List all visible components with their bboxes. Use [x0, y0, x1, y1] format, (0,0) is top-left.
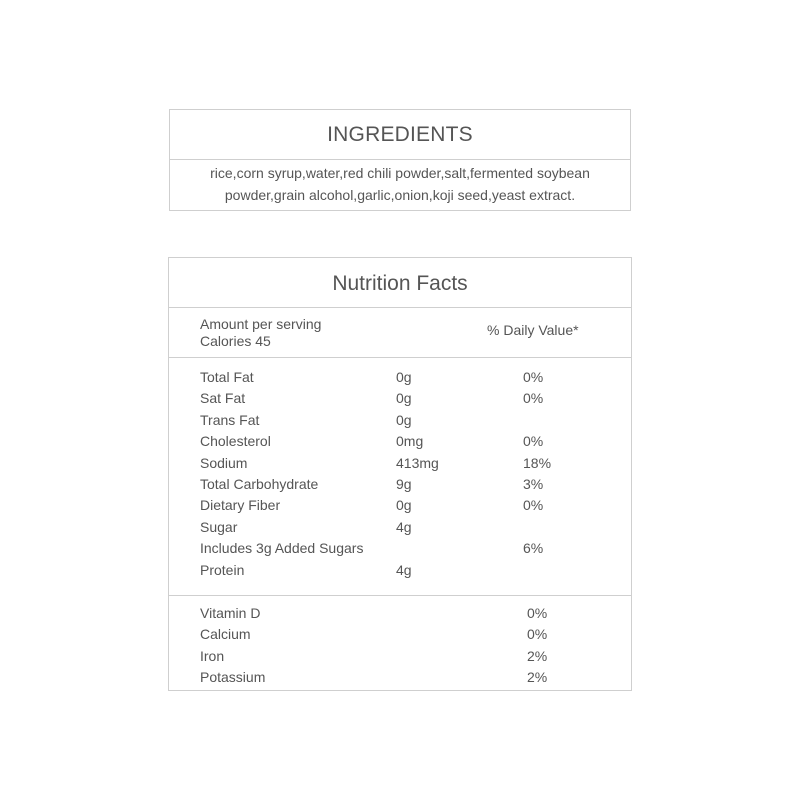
nutrient-amount: 413mg: [396, 454, 439, 471]
nutrient-row: [169, 431, 631, 452]
nutrient-daily-value: 0%: [523, 369, 544, 385]
nutrient-row: [169, 474, 631, 495]
nutrient-row: [169, 388, 631, 409]
ingredients-line: rice,corn syrup,water,red chili powder,salt,fermented soybean: [210, 165, 590, 181]
nutrient-row: [169, 410, 631, 431]
nutrient-daily-value: 0%: [523, 390, 544, 407]
vitamin-name: Vitamin D: [200, 605, 261, 621]
nutrient-amount: 0g: [396, 497, 412, 514]
nutrient-name: Sat Fat: [200, 390, 246, 407]
nutrient-row: [169, 517, 631, 538]
ingredients-line: powder,grain alcohol,garlic,onion,koji seed,yeast extract.: [224, 186, 576, 203]
vitamin-daily-value: 0%: [527, 626, 548, 643]
nutrient-daily-value: 6%: [523, 540, 544, 557]
calories-label: Calories 45: [200, 333, 271, 349]
nutrient-name: Protein: [200, 561, 245, 578]
nutrient-amount: 0mg: [396, 433, 424, 450]
nutrient-row: [169, 367, 631, 388]
nutrient-name: Cholesterol: [200, 433, 271, 450]
nutrient-amount: 4g: [396, 518, 412, 535]
nutrient-daily-value: 3%: [523, 475, 544, 492]
vitamin-daily-value: 0%: [527, 605, 548, 621]
vitamins-list: [169, 596, 631, 690]
ingredients-title: INGREDIENTS: [170, 110, 630, 160]
serving-amount: [200, 316, 321, 350]
nutrient-row: [169, 538, 631, 559]
nutrient-name: Includes 3g Added Sugars: [200, 540, 364, 557]
nutrient-daily-value: 0%: [523, 497, 544, 514]
nutrient-name: Total Fat: [200, 369, 254, 385]
nutrient-daily-value: 18%: [523, 454, 552, 471]
amount-per-serving-label: Amount per serving: [200, 316, 322, 332]
nutrient-amount: 0g: [396, 369, 412, 385]
nutrient-amount: 9g: [396, 475, 412, 492]
ingredients-text: [170, 160, 630, 206]
vitamin-name: Potassium: [200, 669, 266, 686]
nutrient-daily-value: 0%: [523, 433, 544, 450]
nutrient-row: [169, 495, 631, 516]
nutrient-name: Total Carbohydrate: [200, 475, 319, 492]
nutrition-facts-title: Nutrition Facts: [169, 258, 631, 308]
vitamin-name: Iron: [200, 647, 225, 664]
nutrient-name: Sugar: [200, 518, 238, 535]
vitamin-daily-value: 2%: [527, 647, 548, 664]
vitamin-row: [169, 646, 631, 667]
nutrient-amount: 0g: [396, 411, 412, 428]
daily-value-header: % Daily Value*: [487, 322, 579, 338]
vitamin-daily-value: 2%: [527, 669, 548, 686]
nutrient-row: [169, 453, 631, 474]
nutrients-list: [169, 358, 631, 596]
vitamin-row: [169, 624, 631, 645]
nutrient-row: [169, 560, 631, 581]
nutrient-amount: 4g: [396, 561, 412, 578]
nutrient-name: Trans Fat: [200, 411, 260, 428]
nutrient-amount: 0g: [396, 390, 412, 407]
nutrient-name: Dietary Fiber: [200, 497, 281, 514]
nutrient-name: Sodium: [200, 454, 248, 471]
nutrition-facts-panel: [168, 257, 632, 691]
ingredients-panel: [169, 109, 631, 211]
vitamin-name: Calcium: [200, 626, 251, 643]
vitamin-row: [169, 667, 631, 688]
serving-info: [169, 308, 631, 358]
vitamin-row: [169, 603, 631, 624]
